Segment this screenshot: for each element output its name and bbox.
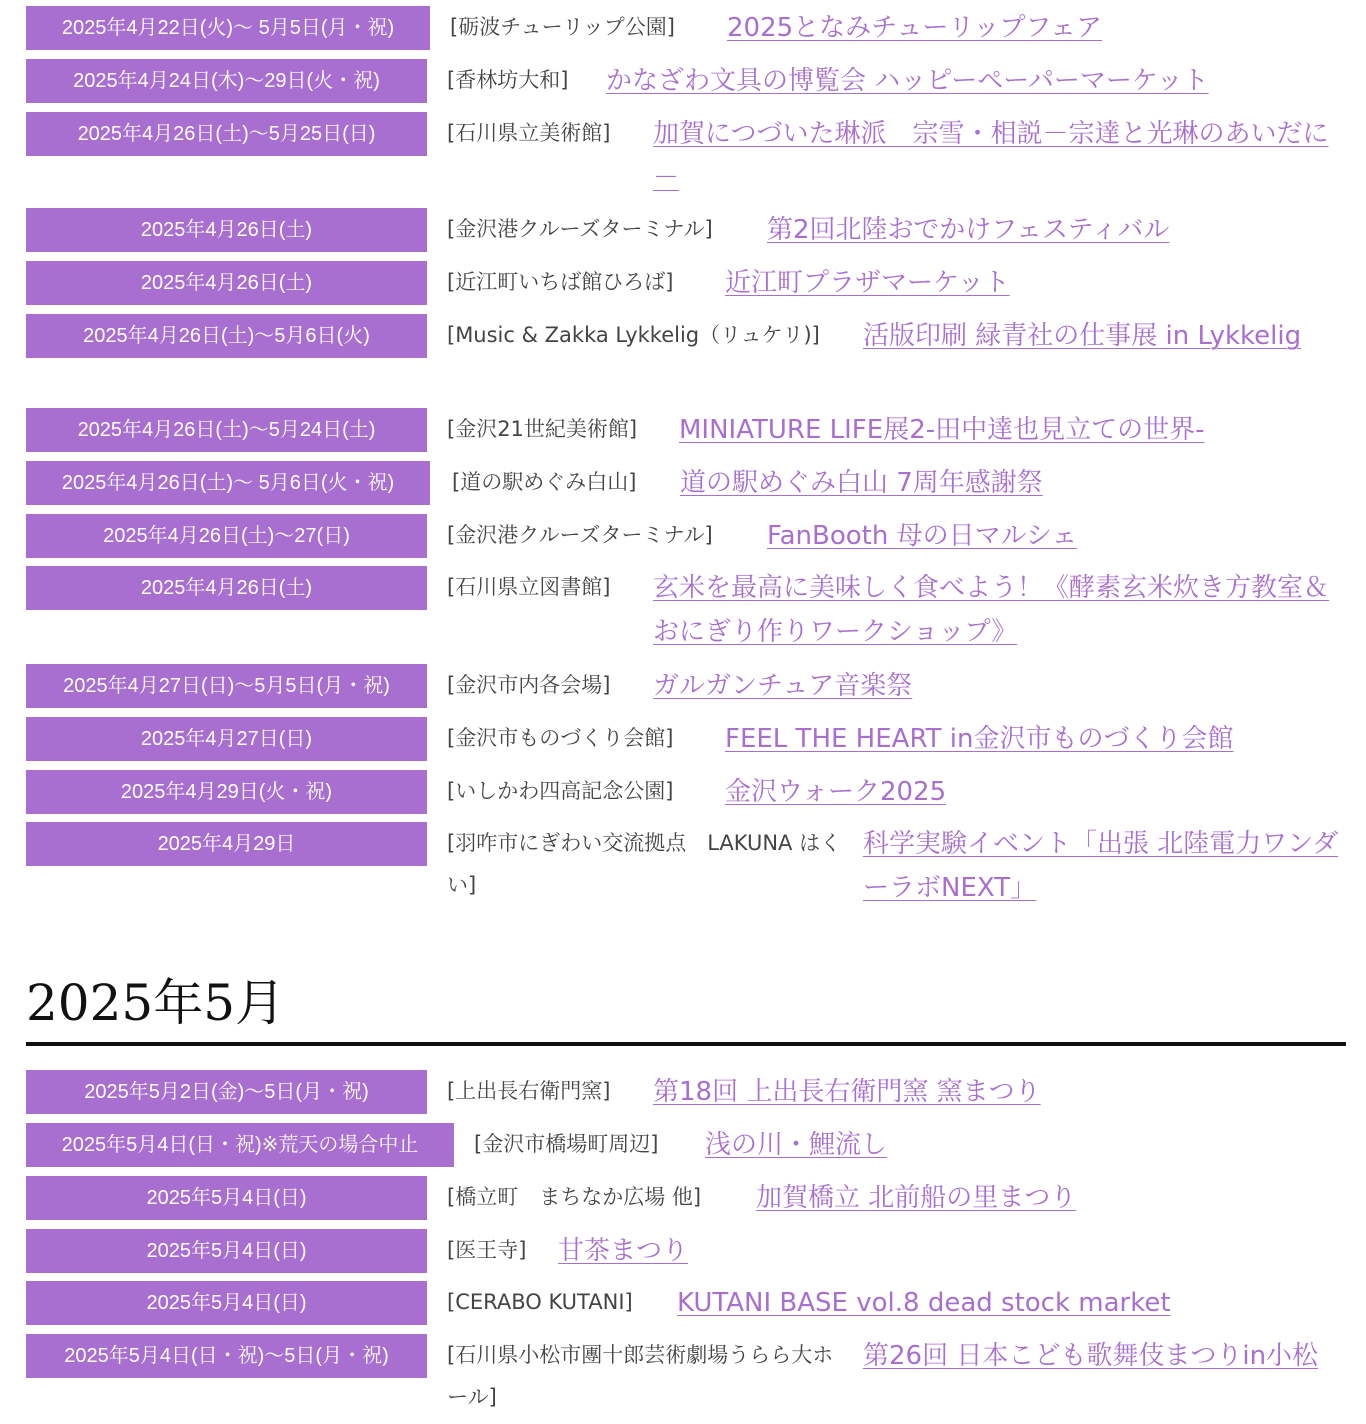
event-venue: [石川県小松市團十郎芸術劇場うらら大ホール] xyxy=(447,1343,834,1409)
event-date-badge: 2025年4月26日(土)～27(日) xyxy=(26,514,427,558)
event-date-badge: 2025年5月4日(日) xyxy=(26,1176,427,1220)
event-date-badge: 2025年4月26日(土)～5月6日(火) xyxy=(26,314,427,358)
event-title-link[interactable]: 玄米を最高に美味しく食べよう！《酵素玄米炊き方教室＆おにぎり作りワークショップ》 xyxy=(653,573,1330,647)
event-title-link[interactable]: 金沢ウォーク2025 xyxy=(725,777,947,807)
month-divider xyxy=(26,1042,1346,1046)
event-date-badge: 2025年5月4日(日・祝)※荒天の場合中止 xyxy=(26,1123,454,1167)
event-title-link[interactable]: 近江町プラザマーケット xyxy=(725,268,1010,298)
event-venue: [橋立町 まちなか広場 他] xyxy=(447,1185,702,1209)
event-venue: [Music & Zakka Lykkelig（リュケリ)] xyxy=(447,323,820,347)
event-venue: [金沢市ものづくり会館] xyxy=(447,726,674,750)
event-date-badge: 2025年4月27日(日) xyxy=(26,717,427,761)
event-date-badge: 2025年4月26日(土)～5月25日(日) xyxy=(26,112,427,156)
event-date-badge: 2025年4月29日(火・祝) xyxy=(26,770,427,814)
event-venue: [金沢市橋場町周辺] xyxy=(474,1132,659,1156)
event-title-link[interactable]: 第26回 日本こども歌舞伎まつりin小松 xyxy=(863,1341,1319,1371)
event-venue: [近江町いちば館ひろば] xyxy=(447,270,674,294)
event-title-link[interactable]: 2025となみチューリップフェア xyxy=(727,13,1103,43)
event-title-link[interactable]: FanBooth 母の日マルシェ xyxy=(767,521,1078,551)
event-title-link[interactable]: 活版印刷 緑青社の仕事展 in Lykkelig xyxy=(863,321,1302,351)
event-date-badge: 2025年4月24日(木)～29日(火・祝) xyxy=(26,59,427,103)
event-venue: [CERABO KUTANI] xyxy=(447,1290,633,1314)
event-title-link[interactable]: 甘茶まつり xyxy=(558,1236,689,1266)
event-date-badge: 2025年4月26日(土) xyxy=(26,566,427,610)
event-date-badge: 2025年4月26日(土) xyxy=(26,208,427,252)
event-date-badge: 2025年5月4日(日) xyxy=(26,1281,427,1325)
event-date-badge: 2025年5月4日(日・祝)～5日(月・祝) xyxy=(26,1334,427,1378)
event-title-link[interactable]: 道の駅めぐみ白山 7周年感謝祭 xyxy=(680,468,1043,498)
event-venue: [石川県立美術館] xyxy=(447,121,611,145)
month-heading: 2025年5月 xyxy=(26,974,286,1032)
event-venue: [金沢港クルーズターミナル] xyxy=(447,523,713,547)
event-title-link[interactable]: 加賀につづいた琳派 宗雪・相説－宗達と光琳のあいだに－ xyxy=(653,119,1329,193)
event-date-badge: 2025年4月26日(土)～ 5月6日(火・祝) xyxy=(26,461,430,505)
event-venue: [砺波チューリップ公園] xyxy=(450,15,675,39)
event-title-link[interactable]: 浅の川・鯉流し xyxy=(705,1130,888,1160)
event-title-link[interactable]: KUTANI BASE vol.8 dead stock market xyxy=(677,1288,1171,1318)
event-venue: [上出長右衛門窯] xyxy=(447,1079,611,1103)
event-title-link[interactable]: かなざわ文具の博覧会 ハッピーペーパーマーケット xyxy=(606,66,1209,96)
event-venue: [いしかわ四高記念公園] xyxy=(447,779,674,803)
event-venue: [羽咋市にぎわい交流拠点 LAKUNA はくい] xyxy=(447,831,842,897)
event-title-link[interactable]: 加賀橋立 北前船の里まつり xyxy=(756,1183,1077,1213)
event-date-badge: 2025年5月2日(金)～5日(月・祝) xyxy=(26,1070,427,1114)
event-venue: [金沢港クルーズターミナル] xyxy=(447,217,713,241)
event-date-badge: 2025年4月27日(日)～5月5日(月・祝) xyxy=(26,664,427,708)
event-date-badge: 2025年4月22日(火)～ 5月5日(月・祝) xyxy=(26,6,430,50)
event-venue: [石川県立図書館] xyxy=(447,575,611,599)
event-title-link[interactable]: ガルガンチュア音楽祭 xyxy=(653,671,913,701)
event-venue: [金沢21世紀美術館] xyxy=(447,417,638,441)
event-venue: [金沢市内各会場] xyxy=(447,673,611,697)
event-date-badge: 2025年4月26日(土) xyxy=(26,261,427,305)
event-title-link[interactable]: 第18回 上出長右衛門窯 窯まつり xyxy=(653,1077,1041,1107)
event-venue: [道の駅めぐみ白山] xyxy=(452,470,637,494)
event-title-link[interactable]: 科学実験イベント「出張 北陸電力ワンダーラボNEXT」 xyxy=(863,829,1339,903)
event-title-link[interactable]: 第2回北陸おでかけフェスティバル xyxy=(767,215,1170,245)
event-venue: [医王寺] xyxy=(447,1238,527,1262)
event-date-badge: 2025年5月4日(日) xyxy=(26,1229,427,1273)
event-title-link[interactable]: MINIATURE LIFE展2-田中達也見立ての世界- xyxy=(679,415,1205,445)
event-title-link[interactable]: FEEL THE HEART in金沢市ものづくり会館 xyxy=(725,724,1234,754)
event-date-badge: 2025年4月26日(土)～5月24日(土) xyxy=(26,408,427,452)
event-venue: [香林坊大和] xyxy=(447,68,569,92)
event-date-badge: 2025年4月29日 xyxy=(26,822,427,866)
